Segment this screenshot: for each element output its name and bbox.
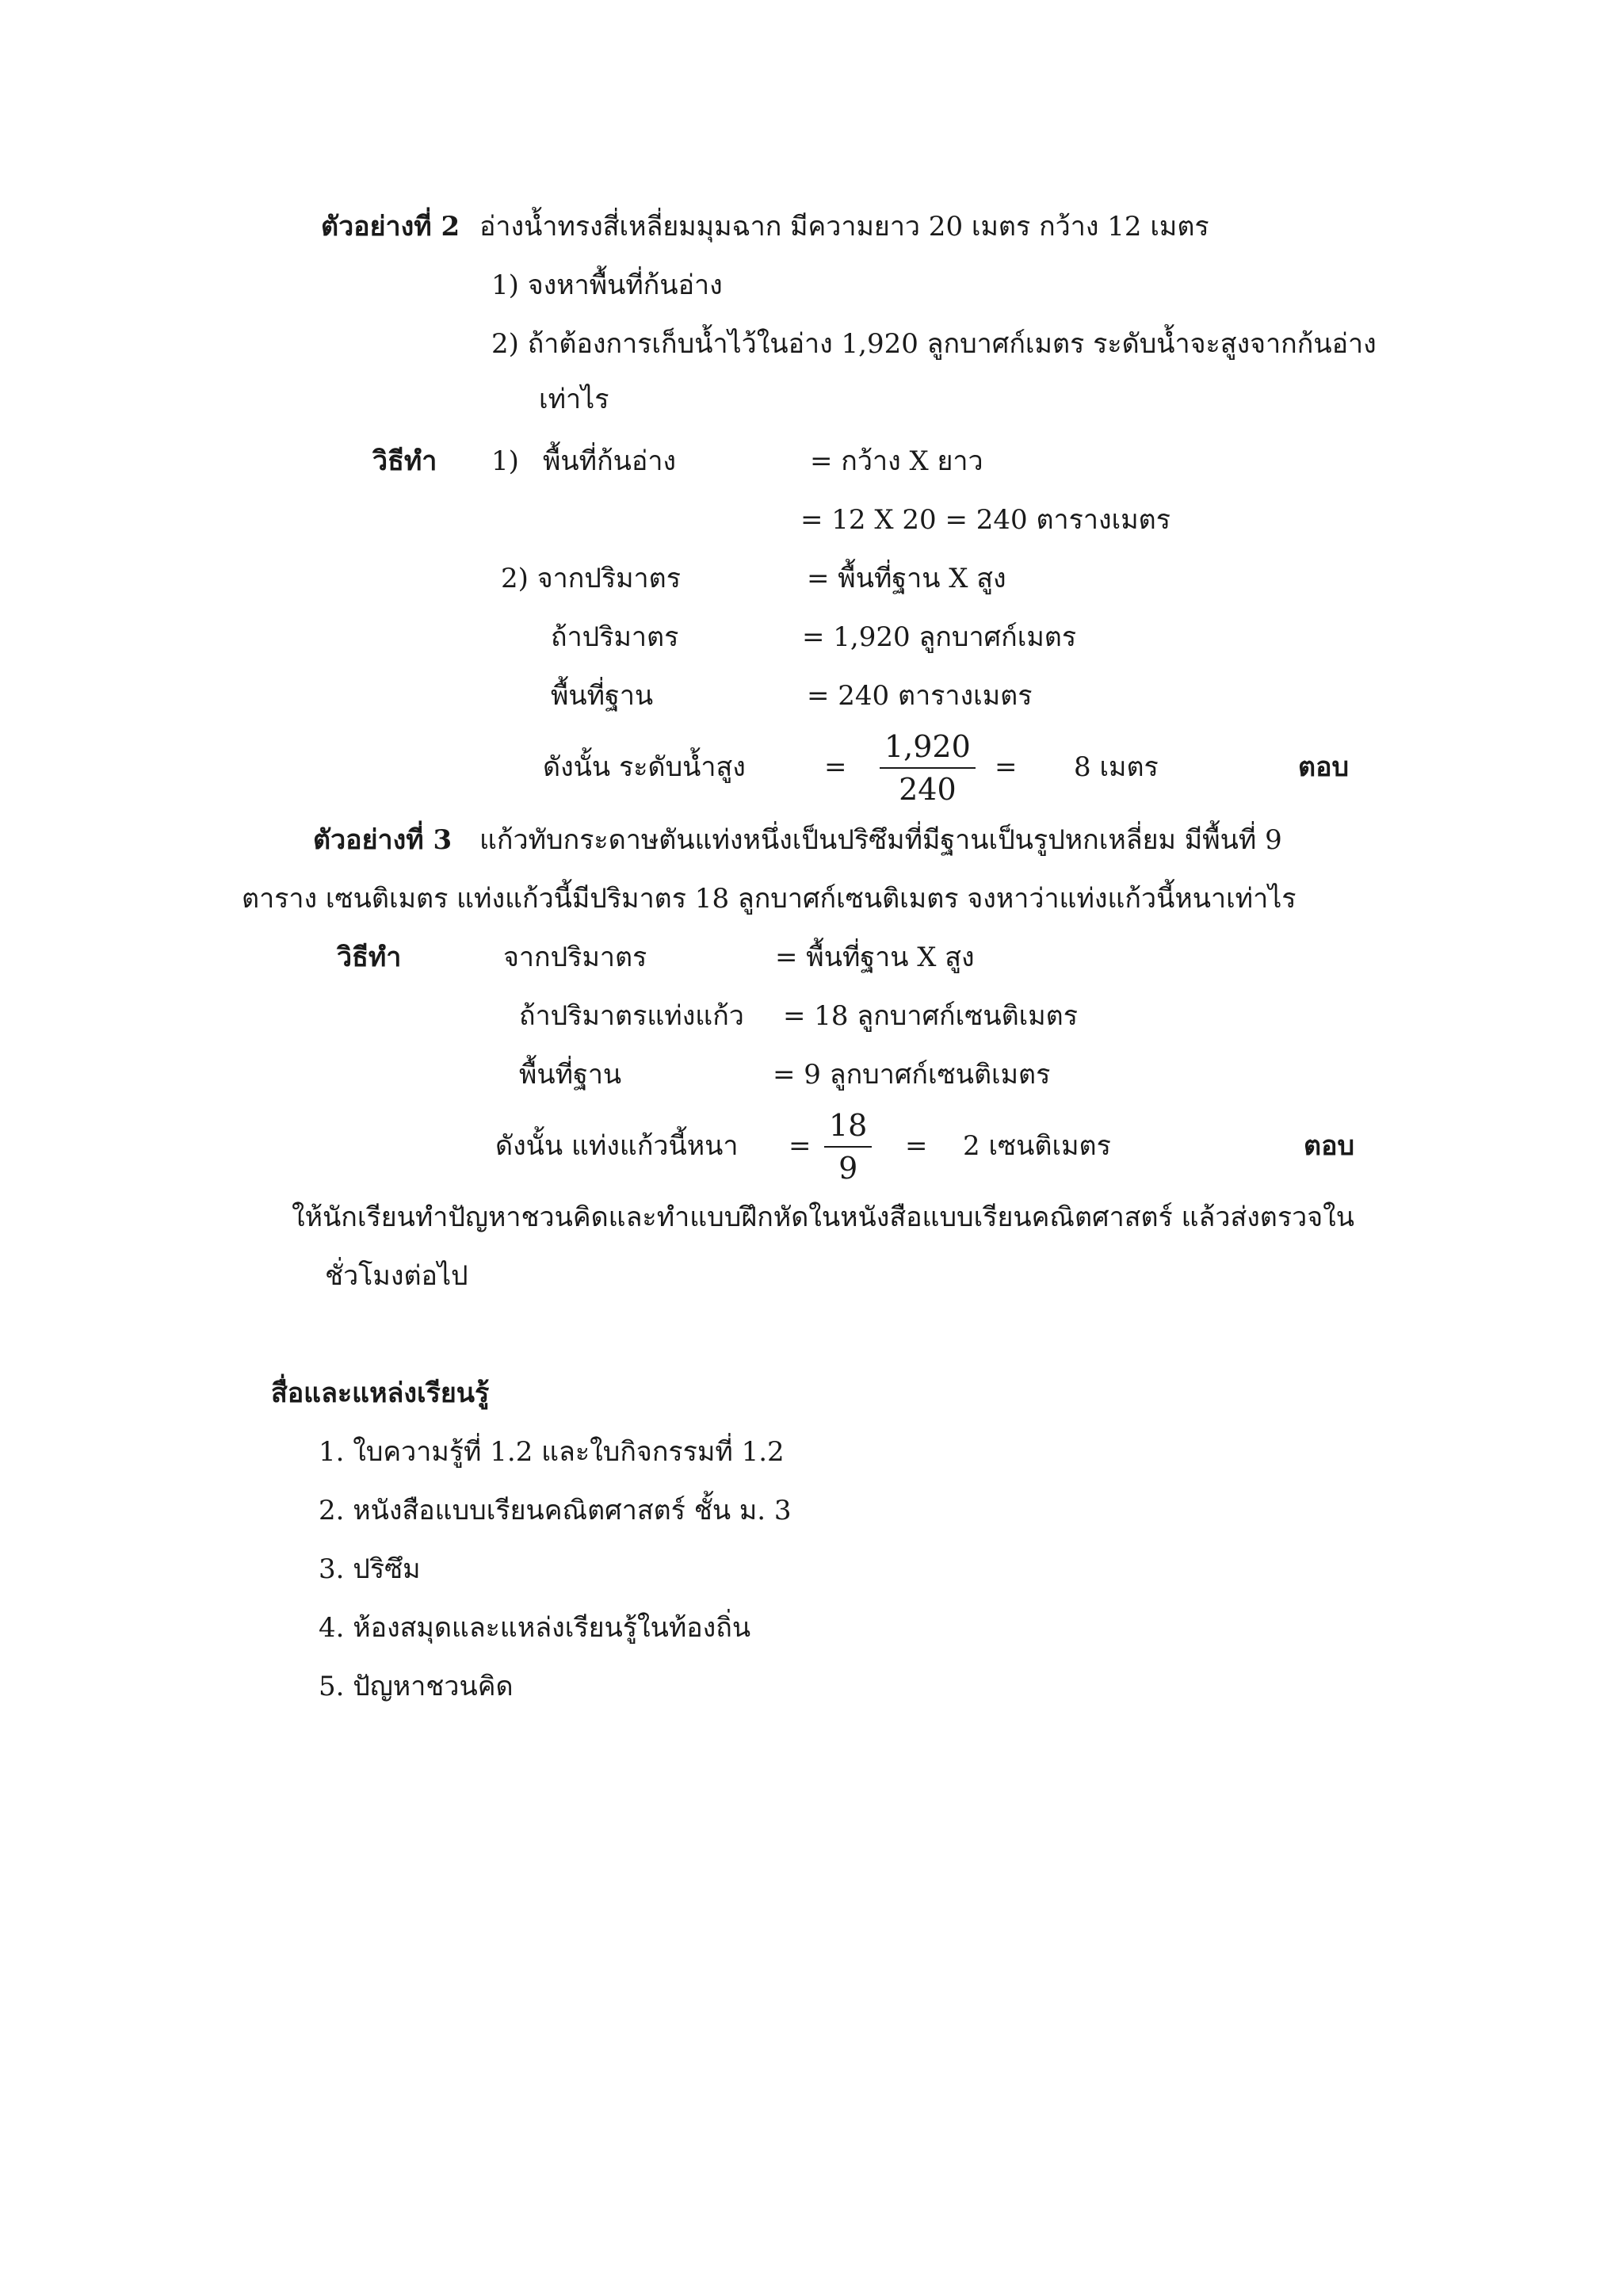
resource-item-1: 1. ใบความรู้ที่ 1.2 และใบกิจกรรมที่ 1.2 — [319, 1436, 785, 1468]
fraction-denominator: 240 — [899, 772, 957, 807]
resource-item-5: 5. ปัญหาชวนคิด — [319, 1671, 514, 1702]
example-2-volume-label: ถ้าปริมาตร — [551, 621, 679, 653]
example-3-method-label: วิธีทำ — [337, 942, 402, 973]
resource-item-3: 3. ปริซึม — [319, 1553, 421, 1585]
example-2-method-label: วิธีทำ — [372, 445, 437, 477]
example-2-step1-formula: = กว้าง X ยาว — [810, 445, 983, 477]
example-2-answer-label: ตอบ — [1298, 751, 1350, 783]
example-3-base-area-label: พื้นที่ฐาน — [519, 1059, 622, 1091]
example-3-heading: ตัวอย่างที่ 3 — [313, 824, 453, 856]
example-3-result-value: 2 เซนติเมตร — [963, 1130, 1111, 1162]
example-2-step2-formula: = พื้นที่ฐาน X สูง — [807, 563, 1006, 594]
example-2-question-2: 2) ถ้าต้องการเก็บน้ำไว้ในอ่าง 1,920 ลูกบาศก์เมตร ระดับน้ำจะสูงจากก้นอ่าง — [491, 328, 1377, 360]
assignment-line-1: ให้นักเรียนทำปัญหาชวนคิดและทำแบบฝึกหัดในหนังสือแบบเรียนคณิตศาสตร์ แล้วส่งตรวจใน — [292, 1201, 1355, 1233]
resources-heading: สื่อและแหล่งเรียนรู้ — [271, 1377, 490, 1409]
example-3-problem-cont: ตาราง เซนติเมตร แท่งแก้วนี้มีปริมาตร 18 ลูกบาศก์เซนติเมตร จงหาว่าแท่งแก้วนี้หนาเท่าไร — [242, 883, 1296, 915]
example-2-result-label: ดังนั้น ระดับน้ำสูง — [543, 751, 746, 783]
example-2-question-1: 1) จงหาพื้นที่ก้นอ่าง — [491, 269, 723, 301]
example-2-equals-2: = — [995, 751, 1018, 783]
assignment-line-2: ชั่วโมงต่อไป — [325, 1260, 468, 1292]
example-3-equals-2: = — [905, 1130, 928, 1162]
example-2-equals: = — [824, 751, 847, 783]
example-2-step1-label: พื้นที่ก้นอ่าง — [543, 445, 677, 477]
example-2-step1-calculation: = 12 X 20 = 240 ตารางเมตร — [800, 504, 1170, 536]
example-3-step1-label: จากปริมาตร — [503, 942, 647, 973]
example-3-answer-label: ตอบ — [1304, 1130, 1355, 1162]
example-2-problem: อ่างน้ำทรงสี่เหลี่ยมมุมฉาก มีความยาว 20 เมตร กว้าง 12 เมตร — [479, 211, 1209, 243]
fraction-bar — [880, 767, 976, 769]
fraction-numerator: 1,920 — [884, 729, 971, 764]
fraction-denominator: 9 — [838, 1151, 858, 1186]
resource-item-4: 4. ห้องสมุดและแหล่งเรียนรู้ในท้องถิ่น — [319, 1612, 751, 1644]
example-3-result-label: ดังนั้น แท่งแก้วนี้หนา — [495, 1130, 739, 1162]
example-3-problem: แก้วทับกระดาษตันแท่งหนึ่งเป็นปริซึมที่มีฐานเป็นรูปหกเหลี่ยม มีพื้นที่ 9 — [479, 824, 1282, 856]
example-2-step2-label: 2) จากปริมาตร — [501, 563, 681, 594]
example-2-fraction — [880, 729, 976, 807]
example-2-question-2-cont: เท่าไร — [539, 384, 609, 415]
example-3-step1-formula: = พื้นที่ฐาน X สูง — [775, 942, 975, 973]
example-2-heading: ตัวอย่างที่ 2 — [321, 211, 460, 243]
example-3-volume-label: ถ้าปริมาตรแท่งแก้ว — [519, 1000, 744, 1032]
example-2-result-value: 8 เมตร — [1074, 751, 1159, 783]
example-3-base-area-value: = 9 ลูกบาศก์เซนติเมตร — [773, 1059, 1051, 1091]
example-3-fraction — [824, 1108, 872, 1186]
example-3-volume-value: = 18 ลูกบาศก์เซนติเมตร — [783, 1000, 1079, 1032]
example-2-step1-number: 1) — [491, 445, 519, 477]
example-2-base-area-label: พื้นที่ฐาน — [551, 680, 654, 712]
example-3-equals: = — [789, 1130, 812, 1162]
example-2-volume-value: = 1,920 ลูกบาศก์เมตร — [802, 621, 1077, 653]
resource-item-2: 2. หนังสือแบบเรียนคณิตศาสตร์ ชั้น ม. 3 — [319, 1495, 792, 1526]
fraction-numerator: 18 — [829, 1108, 868, 1143]
example-2-base-area-value: = 240 ตารางเมตร — [807, 680, 1033, 712]
fraction-bar — [824, 1146, 872, 1148]
